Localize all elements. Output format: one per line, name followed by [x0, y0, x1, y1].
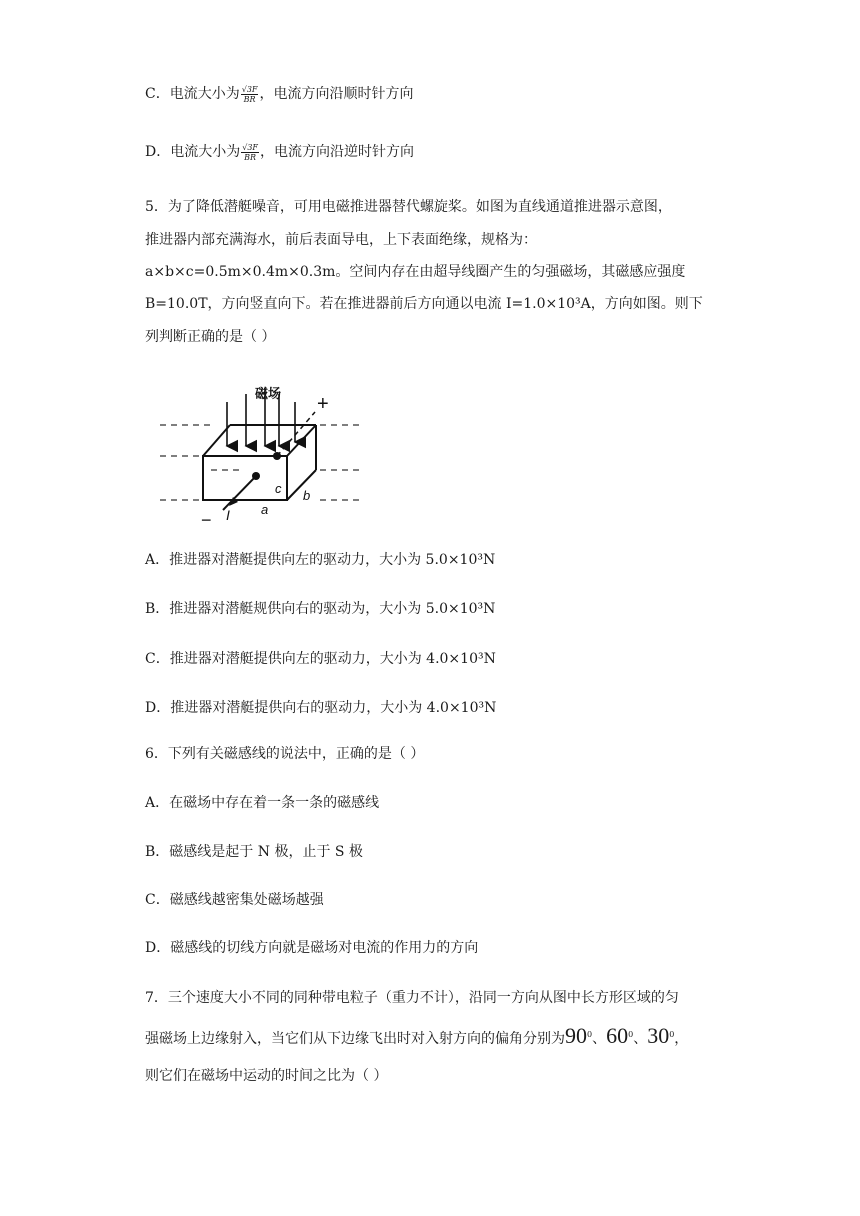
box	[203, 425, 316, 500]
fraction: $\frac{√3F}{BR}$	[241, 84, 258, 104]
minus-sign: −	[201, 510, 212, 528]
q5-stem-line-3: a×b×c=0.5m×0.4m×0.3m。空间内存在由超导线圈产生的匀强磁场，其磁感应强度	[145, 264, 686, 280]
q6-option-d: D．磁感线的切线方向就是磁场对电流的作用力的方向	[145, 940, 479, 956]
q5-stem-line-5: 列判断正确的是（ ）	[145, 329, 276, 345]
q6-option-a: A．在磁场中存在着一条一条的磁感线	[145, 795, 380, 811]
q5-stem-line-2: 推进器内部充满海水，前后表面导电，上下表面绝缘，规格为：	[145, 232, 537, 248]
q5-stem-line-4: B=10.0T，方向竖直向下。若在推进器前后方向通以电流 I=1.0×10³A，方向如图。则下	[145, 296, 703, 312]
field-label: 磁场	[255, 386, 282, 401]
q5-stem-line-1: 5．为了降低潜艇噪音，可用电磁推进器替代螺旋桨。如图为直线通道推进器示意图，	[145, 199, 672, 215]
q5-option-c: C．推进器对潜艇提供向左的驱动力，大小为 4.0×10³N	[145, 651, 496, 667]
q7-stem-line-2: 强磁场上边缘射入，当它们从下边缘飞出时对入射方向的偏角分别为$90^0$、$60^0$、$30^0$，	[145, 1023, 689, 1048]
thruster-diagram	[155, 378, 370, 528]
angle-90: 90	[565, 1023, 587, 1048]
current-dashed-line	[277, 412, 315, 456]
top-dot	[273, 452, 281, 460]
q6-option-b: B．磁感线是起于 N 极，止于 S 极	[145, 844, 363, 860]
q7-stem-line-1: 7．三个速度大小不同的同种带电粒子（重力不计），沿同一方向从图中长方形区域的匀	[145, 990, 679, 1006]
angle-60: 60	[606, 1023, 629, 1048]
q4-option-d: D．电流大小为 $\frac{√3F}{BR}$ ，电流方向沿逆时针方向	[145, 142, 414, 162]
fraction: $\frac{√3F}{BR}$	[242, 142, 258, 162]
plus-sign: +	[317, 393, 329, 415]
q6-stem: 6．下列有关磁感线的说法中，正确的是（ ）	[145, 746, 425, 762]
label-a: a	[261, 502, 269, 517]
q5-option-b: B．推进器对潜艇规供向右的驱动为，大小为 5.0×10³N	[145, 601, 496, 617]
dashed-lines	[160, 425, 363, 500]
current-label: I	[226, 507, 230, 523]
current-arrow	[223, 476, 256, 510]
q7-stem-line-3: 则它们在磁场中运动的时间之比为（ ）	[145, 1068, 388, 1084]
q4-option-c: C．电流大小为 $\frac{√3F}{BR}$ ，电流方向沿顺时针方向	[145, 84, 414, 104]
q5-option-a: A．推进器对潜艇提供向左的驱动力，大小为 5.0×10³N	[145, 552, 496, 568]
q5-option-d: D．推进器对潜艇提供向右的驱动力，大小为 4.0×10³N	[145, 700, 497, 716]
angle-30: 30	[647, 1023, 670, 1048]
label-c: c	[275, 481, 282, 496]
label-b: b	[303, 488, 311, 503]
q6-option-c: C．磁感线越密集处磁场越强	[145, 892, 324, 908]
